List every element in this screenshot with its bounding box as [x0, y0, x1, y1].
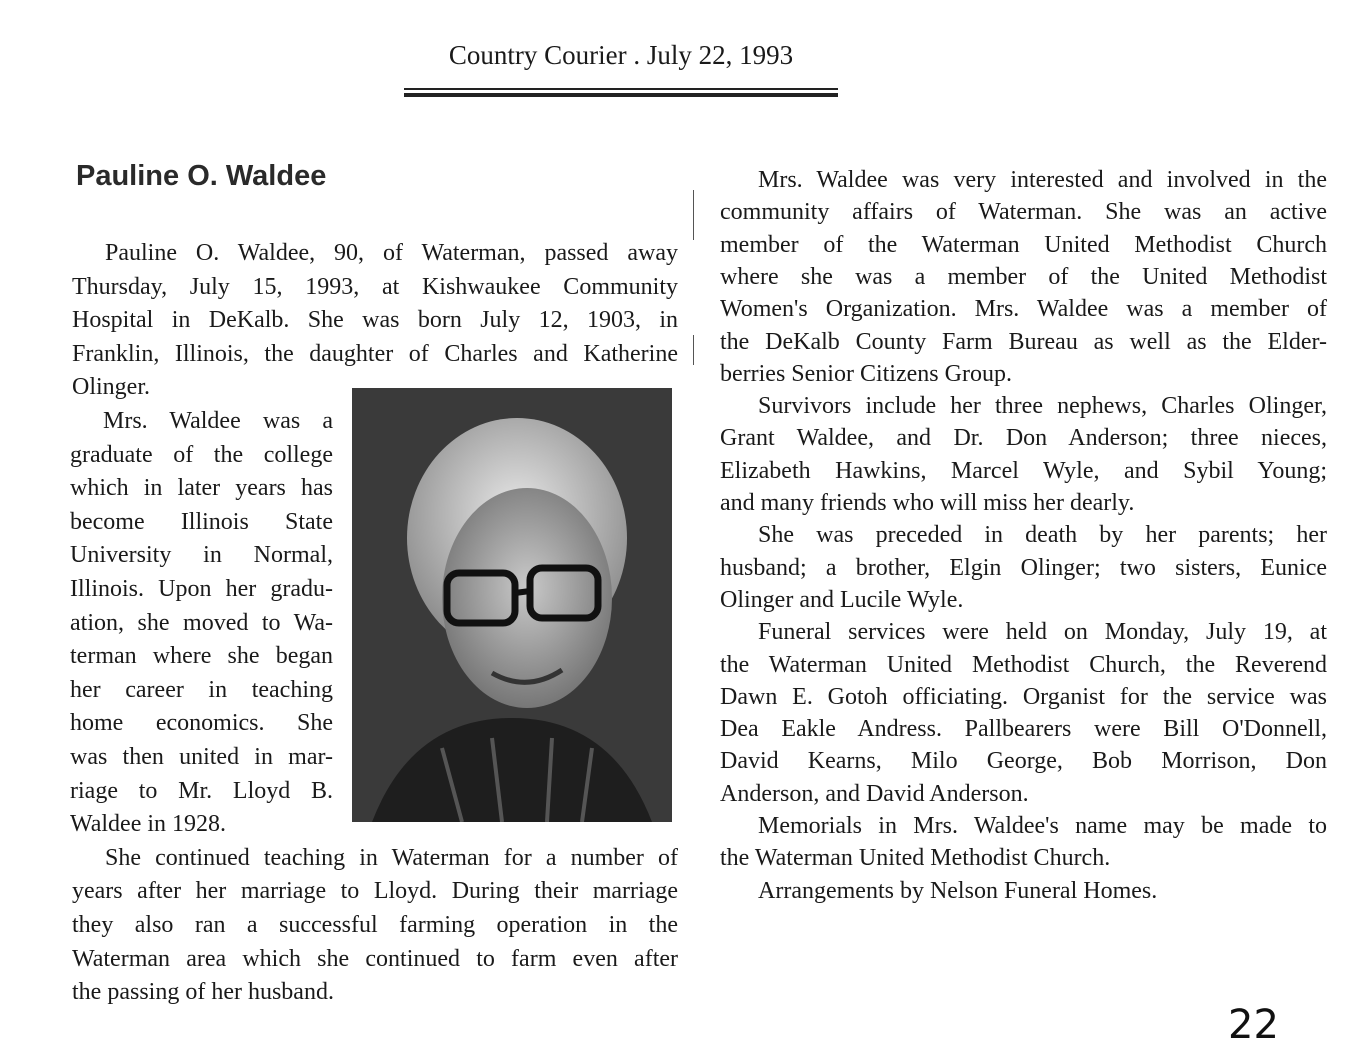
paragraph-2-line: and many friends who will miss her dearly.	[720, 490, 1135, 516]
paragraph-1-line: Women's Organization. Mrs. Waldee was a member of	[720, 296, 1327, 323]
paragraph-2-line: Illinois. Upon her gradu-	[70, 576, 333, 602]
paragraph-2-line: which in later years has	[70, 475, 333, 502]
paragraph-2-line: ation, she moved to Wa-	[70, 609, 333, 636]
paragraph-3-line: She continued teaching in Waterman for a number of	[105, 844, 678, 871]
obituary-title: Pauline O. Waldee	[76, 160, 327, 192]
paragraph-2-line: Survivors include her three nephews, Charles Olinger,	[758, 393, 1327, 420]
column-divider	[693, 190, 694, 240]
paragraph-2-line: Elizabeth Hawkins, Marcel Wyle, and Sybil Young;	[720, 457, 1327, 484]
paragraph-1-line: where she was a member of the United Methodist	[720, 263, 1327, 290]
portrait-photo	[352, 388, 672, 822]
paragraph-3-line: the passing of her husband.	[72, 979, 334, 1006]
paragraph-4-line: David Kearns, Milo George, Bob Morrison, Don	[720, 748, 1327, 775]
paragraph-3-line: She was preceded in death by her parents; her	[758, 522, 1327, 549]
paragraph-1-line: Thursday, July 15, 1993, at Kishwaukee Community	[72, 273, 678, 300]
paragraph-4-line: Anderson, and David Anderson.	[720, 780, 1029, 807]
paragraph-1-line: Mrs. Waldee was very interested and involved in the	[758, 167, 1327, 193]
paragraph-2-line: become Illinois State	[70, 508, 333, 535]
paragraph-5-line: the Waterman United Methodist Church.	[720, 845, 1111, 872]
paragraph-2-line: Grant Waldee, and Dr. Don Anderson; three nieces,	[720, 425, 1327, 452]
paragraph-4-line: Dawn E. Gotoh officiating. Organist for the service was	[720, 683, 1327, 710]
handwritten-page-mark: 22	[1228, 1002, 1279, 1048]
paragraph-2-line: was then united in mar-	[70, 744, 333, 770]
paragraph-2-line: terman where she began	[70, 643, 333, 670]
paragraph-3-line: Olinger and Lucile Wyle.	[720, 586, 964, 613]
paragraph-2-line: riage to Mr. Lloyd B.	[70, 777, 333, 804]
masthead-rule-thick	[404, 93, 838, 97]
paragraph-1-line: Franklin, Illinois, the daughter of Charles and Katherine	[72, 340, 678, 367]
paragraph-4-line: the Waterman United Methodist Church, the Reverend	[720, 651, 1327, 678]
paragraph-4-line: Dea Eakle Andress. Pallbearers were Bill O'Donnell,	[720, 716, 1327, 743]
paragraph-2-line: graduate of the college	[70, 441, 333, 468]
paragraph-5-line: Memorials in Mrs. Waldee's name may be made to	[758, 813, 1327, 839]
paragraph-1-line: Olinger.	[72, 374, 150, 401]
paragraph-2-line: her career in teaching	[70, 676, 333, 703]
paragraph-2-line: home economics. She	[70, 710, 333, 737]
paragraph-2-line: Waldee in 1928.	[70, 811, 227, 838]
masthead: Country Courier . July 22, 1993	[448, 40, 794, 70]
masthead-rule-thin	[404, 88, 838, 90]
paragraph-2-line: University in Normal,	[70, 542, 333, 569]
paragraph-1-line: member of the Waterman United Methodist Church	[720, 231, 1327, 258]
column-divider	[693, 335, 694, 365]
paragraph-1-line: the DeKalb County Farm Bureau as well as the Elder-	[720, 328, 1327, 355]
paragraph-3-line: years after her marriage to Lloyd. During their marriage	[72, 878, 678, 905]
paragraph-3-line: Waterman area which she continued to farm even after	[72, 945, 678, 972]
paragraph-6-line: Arrangements by Nelson Funeral Homes.	[758, 877, 1158, 904]
paragraph-1-line: berries Senior Citizens Group.	[720, 360, 1012, 387]
paragraph-3-line: they also ran a successful farming operation in the	[72, 912, 678, 938]
paragraph-1-line: Hospital in DeKalb. She was born July 12, 1903, in	[72, 307, 678, 334]
paragraph-1-line: Pauline O. Waldee, 90, of Waterman, passed away	[105, 240, 678, 266]
paragraph-2-line: Mrs. Waldee was a	[103, 408, 333, 434]
paragraph-1-line: community affairs of Waterman. She was an active	[720, 199, 1327, 226]
paragraph-4-line: Funeral services were held on Monday, July 19, at	[758, 619, 1327, 646]
paragraph-3-line: husband; a brother, Elgin Olinger; two sisters, Eunice	[720, 554, 1327, 581]
